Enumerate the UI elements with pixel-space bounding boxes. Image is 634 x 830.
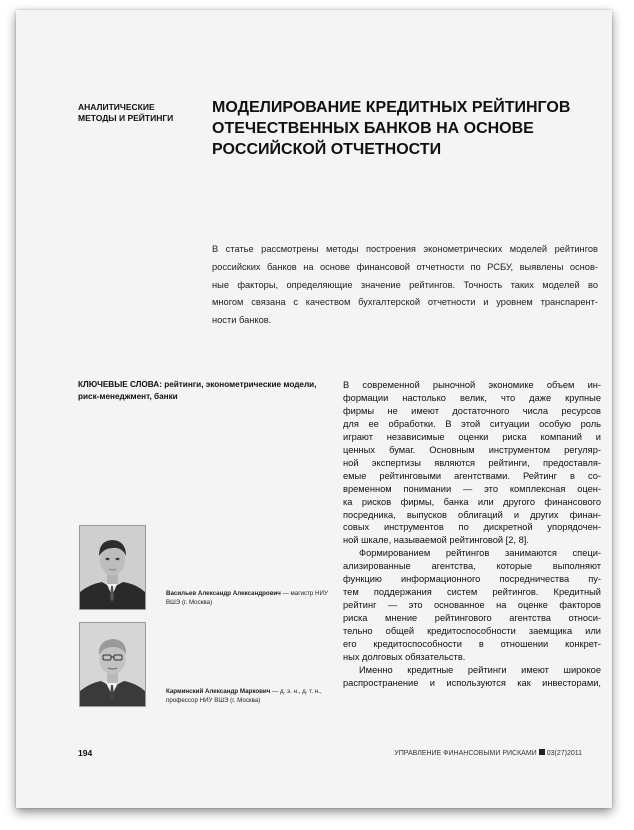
body-line: тельно общей кредитоспособности заемщика или — [343, 626, 601, 637]
journal-name: УПРАВЛЕНИЕ ФИНАНСОВЫМИ РИСКАМИ — [394, 750, 537, 757]
author-desc: — магистр НИУ — [280, 590, 328, 597]
body-line: ной шкале, называемой рейтинговой [2, 8]. — [343, 535, 529, 546]
keywords-label: КЛЮЧЕВЫЕ СЛОВА: — [78, 380, 162, 389]
body-line: посредника, выпусков облигаций и других финан- — [343, 509, 601, 520]
body-line: играют независимые оценки риска компаний и — [343, 431, 601, 442]
abstract-line: многом связана с качеством бухгалтерской отчетности и уровнем транспарент- — [212, 297, 598, 308]
body-line: распространение и используются как инвесторами, — [343, 677, 601, 688]
portrait-young-man-icon — [80, 526, 145, 609]
portrait-older-man-icon — [80, 623, 145, 706]
journal-issue: 03(27)2011 — [546, 750, 582, 757]
keywords-text: рейтинги, эконометрические модели, риск-менеджмент, банки — [78, 380, 317, 401]
abstract-line: В статье рассмотрены методы построения эконометрических моделей рейтингов — [212, 244, 598, 254]
author-photo — [79, 525, 146, 610]
body-line: риска мнение рейтингового агентства относи- — [343, 613, 601, 624]
body-text — [343, 379, 601, 690]
page-number: 194 — [78, 748, 93, 758]
abstract-line: ности банков. — [212, 315, 272, 326]
body-line: ной экспертизы являются рейтинги, предоставля- — [343, 457, 601, 468]
author-caption — [166, 589, 338, 607]
body-line: ных долговых обязательств. — [343, 652, 466, 663]
body-line: В современной рыночной экономике объем ин- — [343, 380, 601, 390]
keywords — [78, 379, 328, 403]
square-icon — [539, 749, 545, 755]
body-line: его кредитоспособности в отношении конкрет- — [343, 639, 601, 650]
journal-page — [16, 10, 612, 808]
section-label: АНАЛИТИЧЕСКИЕ МЕТОДЫ И РЕЙТИНГИ — [78, 102, 174, 123]
author-desc: профессор НИУ ВШЭ (г. Москва) — [166, 697, 261, 704]
article-title: МОДЕЛИРОВАНИЕ КРЕДИТНЫХ РЕЙТИНГОВ ОТЕЧЕСТВЕННЫХ БАНКОВ НА ОСНОВЕ РОССИЙСКОЙ ОТЧЕТНОСТИ — [212, 99, 571, 158]
body-line: временном понимании — это комплексная оцен- — [343, 483, 601, 494]
author-name: Карминский Александр Маркович — [166, 688, 271, 695]
body-line: рейтинг — это основанное на оценке факторов — [343, 600, 601, 611]
body-line: тем поддержания систем рейтингов. Кредитный — [343, 587, 601, 598]
abstract-line: ные факторы, определяющие значение рейтингов. Точность таких моделей во — [212, 279, 598, 290]
author-name: Васильев Александр Александрович — [166, 590, 281, 597]
body-line: Формированием рейтингов занимаются специ- — [359, 548, 601, 559]
journal-footer — [394, 749, 582, 757]
body-line: ка рисков фирмы, банка или другого финансового — [343, 496, 601, 507]
author-desc: ВШЭ (г. Москва) — [166, 599, 213, 606]
author-photo — [79, 622, 146, 707]
body-line: ценных бумаг. Основным инструментом регуляр- — [343, 444, 601, 455]
body-line: фирмы не имеют достаточного числа ресурсов — [343, 405, 601, 416]
body-line: емые рейтинговыми агентствами. Рейтинг в со- — [343, 470, 601, 481]
abstract-line: российских банков на основе финансовой отчетности по РСБУ, выявлены основ- — [212, 261, 598, 272]
author-caption — [166, 687, 338, 705]
body-line: функцию информационного посредничества пу- — [343, 574, 601, 585]
body-line: Именно кредитные рейтинги имеют широкое — [359, 664, 601, 675]
author-desc: — д. э. н., д. т. н., — [270, 688, 322, 695]
abstract — [212, 241, 598, 330]
body-line: совых инструментов по дискретной упорядочен- — [343, 522, 601, 533]
body-line: для ее обработки. В этой ситуации особую роль — [343, 418, 601, 429]
body-line: формации настолько велик, что даже крупные — [343, 392, 601, 403]
body-line: ализированные агентства, которые выполняют — [343, 561, 601, 572]
